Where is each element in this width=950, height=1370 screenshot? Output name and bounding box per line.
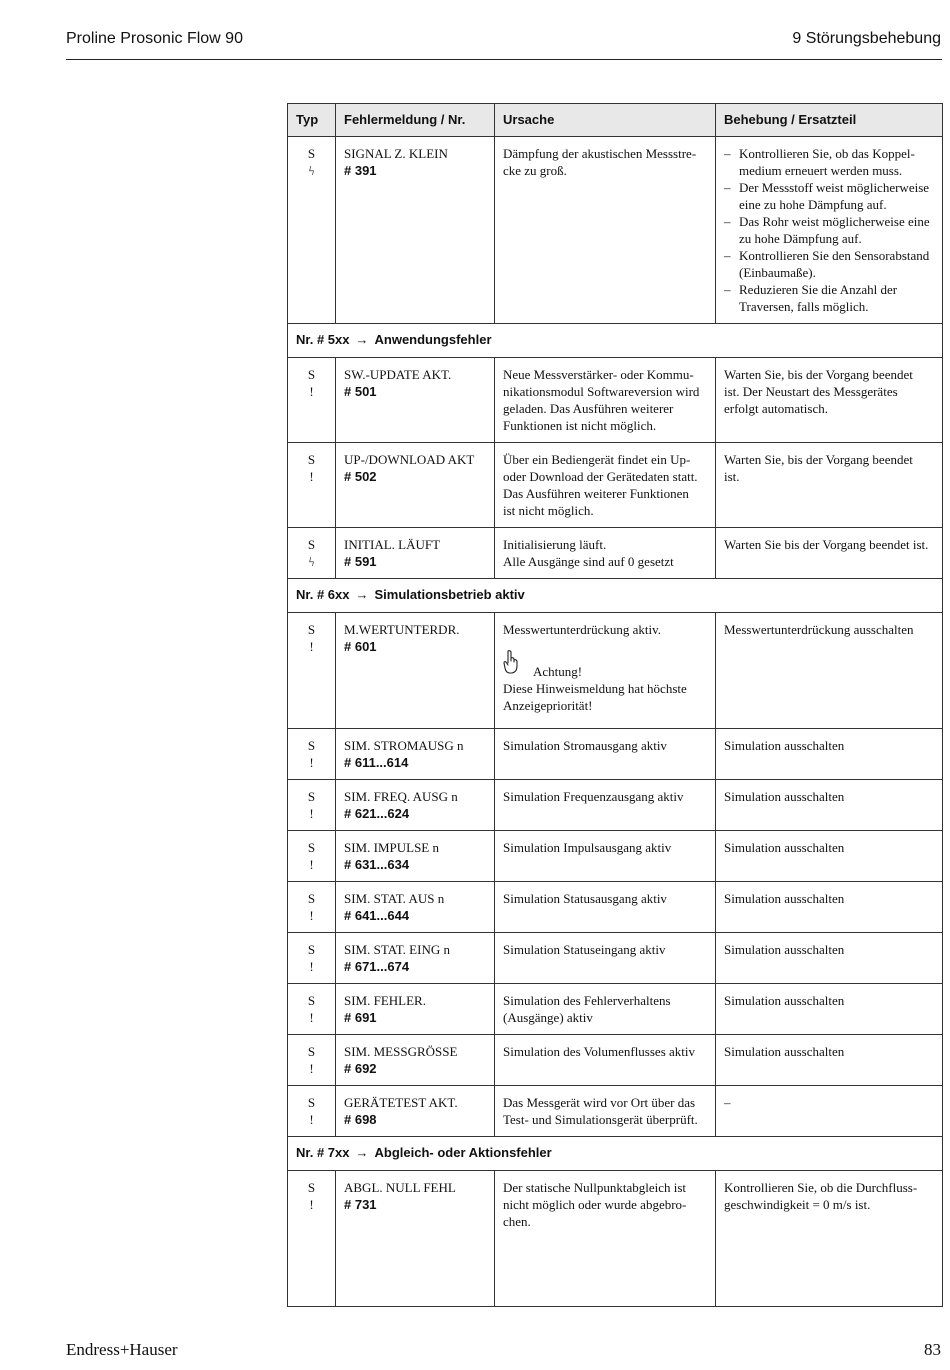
cause-line: cke zu groß. xyxy=(503,163,567,178)
typ-cell xyxy=(288,443,336,528)
type-symbol-icon: ! xyxy=(309,1197,314,1212)
type-letter: S xyxy=(307,1180,316,1195)
cause-line: Simulation des Volumenflusses aktiv xyxy=(503,1044,695,1059)
error-table xyxy=(287,103,943,1307)
cause-cell xyxy=(495,933,716,984)
remedy-cell xyxy=(716,443,943,528)
cause-line: geladen. Das Ausführen weiterer xyxy=(503,401,674,416)
type-symbol-icon: ! xyxy=(309,469,314,484)
column-header-typ: Typ xyxy=(288,104,336,137)
cause-line: Das Messgerät wird vor Ort über das xyxy=(503,1095,696,1110)
table-row xyxy=(288,1086,943,1137)
type-letter: S xyxy=(307,367,316,382)
type-letter: S xyxy=(307,146,316,161)
error-message: GERÄTETEST AKT. xyxy=(344,1095,458,1110)
type-letter: S xyxy=(307,789,316,804)
message-cell xyxy=(336,528,495,579)
remedy-line: ist. Der Neustart des Messgerätes xyxy=(724,384,898,399)
type-letter: S xyxy=(307,622,316,637)
table-row xyxy=(288,882,943,933)
type-letter: S xyxy=(307,993,316,1008)
remedy-line: Simulation ausschalten xyxy=(724,942,845,957)
error-code: # 671...674 xyxy=(344,959,410,974)
arrow-icon: → xyxy=(355,1145,369,1160)
cause-line: Simulation Statusausgang aktiv xyxy=(503,891,667,906)
table-row xyxy=(288,443,943,528)
message-cell xyxy=(336,984,495,1035)
remedy-item: – Der Messstoff weist möglicherweise eine zu hohe Dämpfung auf. xyxy=(724,179,934,213)
cause-cell xyxy=(495,780,716,831)
message-cell xyxy=(336,933,495,984)
cause-line: oder Download der Gerätedaten statt. xyxy=(503,469,698,484)
remedy-line: geschwindigkeit = 0 m/s ist. xyxy=(724,1197,871,1212)
remedy-item: – Das Rohr weist möglicherweise eine zu hohe Dämpfung auf. xyxy=(724,213,934,247)
type-letter: S xyxy=(307,537,316,552)
page-number: 83 xyxy=(924,1340,941,1359)
cause-line: Simulation Stromausgang aktiv xyxy=(503,738,667,753)
remedy-item: – Kontrollieren Sie, ob das Koppel-medium erneuert werden muss. xyxy=(724,145,934,179)
typ-cell xyxy=(288,137,336,324)
error-code: # 502 xyxy=(344,469,377,484)
cause-cell xyxy=(495,1086,716,1137)
type-letter: S xyxy=(307,891,316,906)
error-message: SW.-UPDATE AKT. xyxy=(344,367,452,382)
type-letter: S xyxy=(307,942,316,957)
message-cell xyxy=(336,443,495,528)
cause-line: Das Ausführen weiterer Funktionen xyxy=(503,486,689,501)
type-symbol-icon: ! xyxy=(309,755,314,770)
header-title: Proline Prosonic Flow 90 xyxy=(66,30,243,47)
column-header-message: Fehlermeldung / Nr. xyxy=(336,104,495,137)
typ-cell xyxy=(288,882,336,933)
error-message: SIM. STAT. EING n xyxy=(344,942,450,957)
error-message: SIM. IMPULSE n xyxy=(344,840,439,855)
remedy-line: Simulation ausschalten xyxy=(724,1044,845,1059)
type-symbol-icon: ! xyxy=(309,1010,314,1025)
cause-cell xyxy=(495,831,716,882)
type-symbol-icon: ! xyxy=(309,806,314,821)
remedy-line: ist. xyxy=(724,469,740,484)
table-row xyxy=(288,1035,943,1086)
typ-cell xyxy=(288,1086,336,1137)
remedy-cell xyxy=(716,1171,943,1307)
error-code: # 692 xyxy=(344,1061,377,1076)
type-symbol-icon: ϟ xyxy=(308,163,315,178)
cause-cell xyxy=(495,443,716,528)
cause-line: Test- und Simulationsgerät überprüft. xyxy=(503,1112,698,1127)
type-symbol-icon: ! xyxy=(309,959,314,974)
typ-cell xyxy=(288,780,336,831)
error-message: SIGNAL Z. KLEIN xyxy=(344,146,448,161)
remedy-cell xyxy=(716,1086,943,1137)
message-cell xyxy=(336,1035,495,1086)
message-cell xyxy=(336,1086,495,1137)
type-symbol-icon: ! xyxy=(309,639,314,654)
cause-line: Initialisierung läuft. xyxy=(503,537,607,552)
table-header-row xyxy=(288,104,943,137)
message-cell xyxy=(336,137,495,324)
remedy-cell xyxy=(716,780,943,831)
error-code: # 501 xyxy=(344,384,377,399)
error-code: # 611...614 xyxy=(344,755,409,770)
typ-cell xyxy=(288,831,336,882)
error-code: # 731 xyxy=(344,1197,377,1212)
section-prefix: Nr. # 5xx xyxy=(296,332,350,347)
remedy-line: Simulation ausschalten xyxy=(724,891,845,906)
section-cell xyxy=(288,1137,943,1171)
table-row xyxy=(288,137,943,324)
error-code: # 601 xyxy=(344,639,377,654)
message-cell xyxy=(336,729,495,780)
cause-line: nicht möglich oder wurde abgebro- xyxy=(503,1197,687,1212)
arrow-icon: → xyxy=(355,332,369,347)
remedy-cell xyxy=(716,882,943,933)
table-row xyxy=(288,831,943,882)
type-letter: S xyxy=(307,452,316,467)
remedy-cell xyxy=(716,613,943,729)
cause-line: Der statische Nullpunktabgleich ist xyxy=(503,1180,687,1195)
cause-line: Simulation Frequenzausgang aktiv xyxy=(503,789,684,804)
section-row xyxy=(288,1137,943,1171)
remedy-cell xyxy=(716,137,943,324)
message-cell xyxy=(336,780,495,831)
remedy-line: erfolgt automatisch. xyxy=(724,401,828,416)
remedy-list xyxy=(724,145,934,315)
error-message: INITIAL. LÄUFT xyxy=(344,537,441,552)
table-row xyxy=(288,780,943,831)
cause-cell xyxy=(495,1035,716,1086)
remedy-cell xyxy=(716,528,943,579)
cause-cell xyxy=(495,1171,716,1307)
typ-cell xyxy=(288,358,336,443)
type-symbol-icon: ϟ xyxy=(308,554,315,569)
cause-cell xyxy=(495,358,716,443)
cause-line: (Ausgänge) aktiv xyxy=(503,1010,593,1025)
section-row xyxy=(288,579,943,613)
column-header-cause: Ursache xyxy=(495,104,716,137)
pointing-hand-icon xyxy=(503,650,519,678)
section-cell xyxy=(288,324,943,358)
error-message: SIM. FREQ. AUSG n xyxy=(344,789,458,804)
message-cell xyxy=(336,1171,495,1307)
cause-line: Funktionen ist nicht möglich. xyxy=(503,418,657,433)
section-title: Simulationsbetrieb aktiv xyxy=(374,587,525,602)
typ-cell xyxy=(288,528,336,579)
typ-cell xyxy=(288,729,336,780)
error-message: SIM. MESSGRÖSSE xyxy=(344,1044,458,1059)
table-row xyxy=(288,358,943,443)
remedy-cell xyxy=(716,358,943,443)
cause-line: Dämpfung der akustischen Messstre- xyxy=(503,146,697,161)
cause-line: Alle Ausgänge sind auf 0 gesetzt xyxy=(503,554,674,569)
cause-line: nikationsmodul Softwareversion wird xyxy=(503,384,700,399)
type-letter: S xyxy=(307,1044,316,1059)
cause-line: Simulation Statuseingang aktiv xyxy=(503,942,666,957)
table-row xyxy=(288,613,943,729)
remedy-line: Kontrollieren Sie, ob die Durchfluss- xyxy=(724,1180,918,1195)
cause-cell xyxy=(495,528,716,579)
table-row xyxy=(288,984,943,1035)
type-symbol-icon: ! xyxy=(309,857,314,872)
remedy-cell xyxy=(716,933,943,984)
remedy-line: Warten Sie, bis der Vorgang beendet xyxy=(724,367,913,382)
table-row xyxy=(288,528,943,579)
remedy-cell xyxy=(716,1035,943,1086)
header-chapter: 9 Störungsbehebung xyxy=(792,30,941,47)
cause-cell xyxy=(495,729,716,780)
remedy-line: Simulation ausschalten xyxy=(724,993,845,1008)
section-prefix: Nr. # 7xx xyxy=(296,1145,350,1160)
section-title: Abgleich- oder Aktionsfehler xyxy=(374,1145,552,1160)
cause-line: Diese Hinweismeldung hat höchste xyxy=(503,681,687,696)
type-letter: S xyxy=(307,840,316,855)
section-prefix: Nr. # 6xx xyxy=(296,587,350,602)
arrow-icon: → xyxy=(355,587,369,602)
error-message: UP-/DOWNLOAD AKT xyxy=(344,452,475,467)
error-code: # 591 xyxy=(344,554,377,569)
column-header-remedy: Behebung / Ersatzteil xyxy=(716,104,943,137)
attention-note xyxy=(503,638,707,680)
typ-cell xyxy=(288,613,336,729)
type-letter: S xyxy=(307,1095,316,1110)
error-message: M.WERTUNTERDR. xyxy=(344,622,460,637)
footer-brand: Endress+Hauser xyxy=(66,1340,178,1359)
cause-line: chen. xyxy=(503,1214,531,1229)
error-code: # 698 xyxy=(344,1112,377,1127)
remedy-cell xyxy=(716,729,943,780)
remedy-line: Simulation ausschalten xyxy=(724,738,845,753)
error-code: # 621...624 xyxy=(344,806,410,821)
remedy-line: Messwertunterdrückung ausschalten xyxy=(724,622,914,637)
cause-line: Neue Messverstärker- oder Kommu- xyxy=(503,367,694,382)
message-cell xyxy=(336,613,495,729)
error-code: # 391 xyxy=(344,163,377,178)
cause-line: Über ein Bediengerät findet ein Up- xyxy=(503,452,691,467)
section-row xyxy=(288,324,943,358)
cause-cell xyxy=(495,613,716,729)
cause-cell xyxy=(495,137,716,324)
cause-cell xyxy=(495,984,716,1035)
remedy-item: – Kontrollieren Sie den Sensorabstand (Einbaumaße). xyxy=(724,247,934,281)
remedy-item: – Reduzieren Sie die Anzahl der Traversen, falls möglich. xyxy=(724,281,934,315)
remedy-cell xyxy=(716,984,943,1035)
cause-line: Messwertunterdrückung aktiv. xyxy=(503,622,662,637)
cause-line: Anzeigepriorität! xyxy=(503,698,593,713)
type-letter: S xyxy=(307,738,316,753)
remedy-line: Simulation ausschalten xyxy=(724,840,845,855)
typ-cell xyxy=(288,1035,336,1086)
remedy-line: Warten Sie bis der Vorgang beendet ist. xyxy=(724,537,929,552)
table-row xyxy=(288,729,943,780)
type-symbol-icon: ! xyxy=(309,384,314,399)
section-cell xyxy=(288,579,943,613)
cause-line: ist nicht möglich. xyxy=(503,503,594,518)
typ-cell xyxy=(288,1171,336,1307)
table-row xyxy=(288,1171,943,1307)
error-code: # 631...634 xyxy=(344,857,410,872)
header-rule xyxy=(66,59,942,60)
error-message: SIM. STAT. AUS n xyxy=(344,891,445,906)
error-code: # 691 xyxy=(344,1010,377,1025)
remedy-cell xyxy=(716,831,943,882)
type-symbol-icon: ! xyxy=(309,908,314,923)
error-code: # 641...644 xyxy=(344,908,410,923)
remedy-line: Simulation ausschalten xyxy=(724,789,845,804)
type-symbol-icon: ! xyxy=(309,1112,314,1127)
type-symbol-icon: ! xyxy=(309,1061,314,1076)
cause-line: Simulation Impulsausgang aktiv xyxy=(503,840,672,855)
message-cell xyxy=(336,358,495,443)
cause-cell xyxy=(495,882,716,933)
error-message: SIM. FEHLER. xyxy=(344,993,426,1008)
error-message: ABGL. NULL FEHL xyxy=(344,1180,456,1195)
typ-cell xyxy=(288,933,336,984)
remedy-line: Warten Sie, bis der Vorgang beendet xyxy=(724,452,913,467)
section-title: Anwendungsfehler xyxy=(374,332,492,347)
remedy-line: – xyxy=(724,1095,731,1110)
typ-cell xyxy=(288,984,336,1035)
message-cell xyxy=(336,831,495,882)
error-message: SIM. STROMAUSG n xyxy=(344,738,464,753)
table-row xyxy=(288,933,943,984)
attention-label: Achtung! xyxy=(533,664,583,679)
cause-line: Simulation des Fehlerverhaltens xyxy=(503,993,671,1008)
message-cell xyxy=(336,882,495,933)
